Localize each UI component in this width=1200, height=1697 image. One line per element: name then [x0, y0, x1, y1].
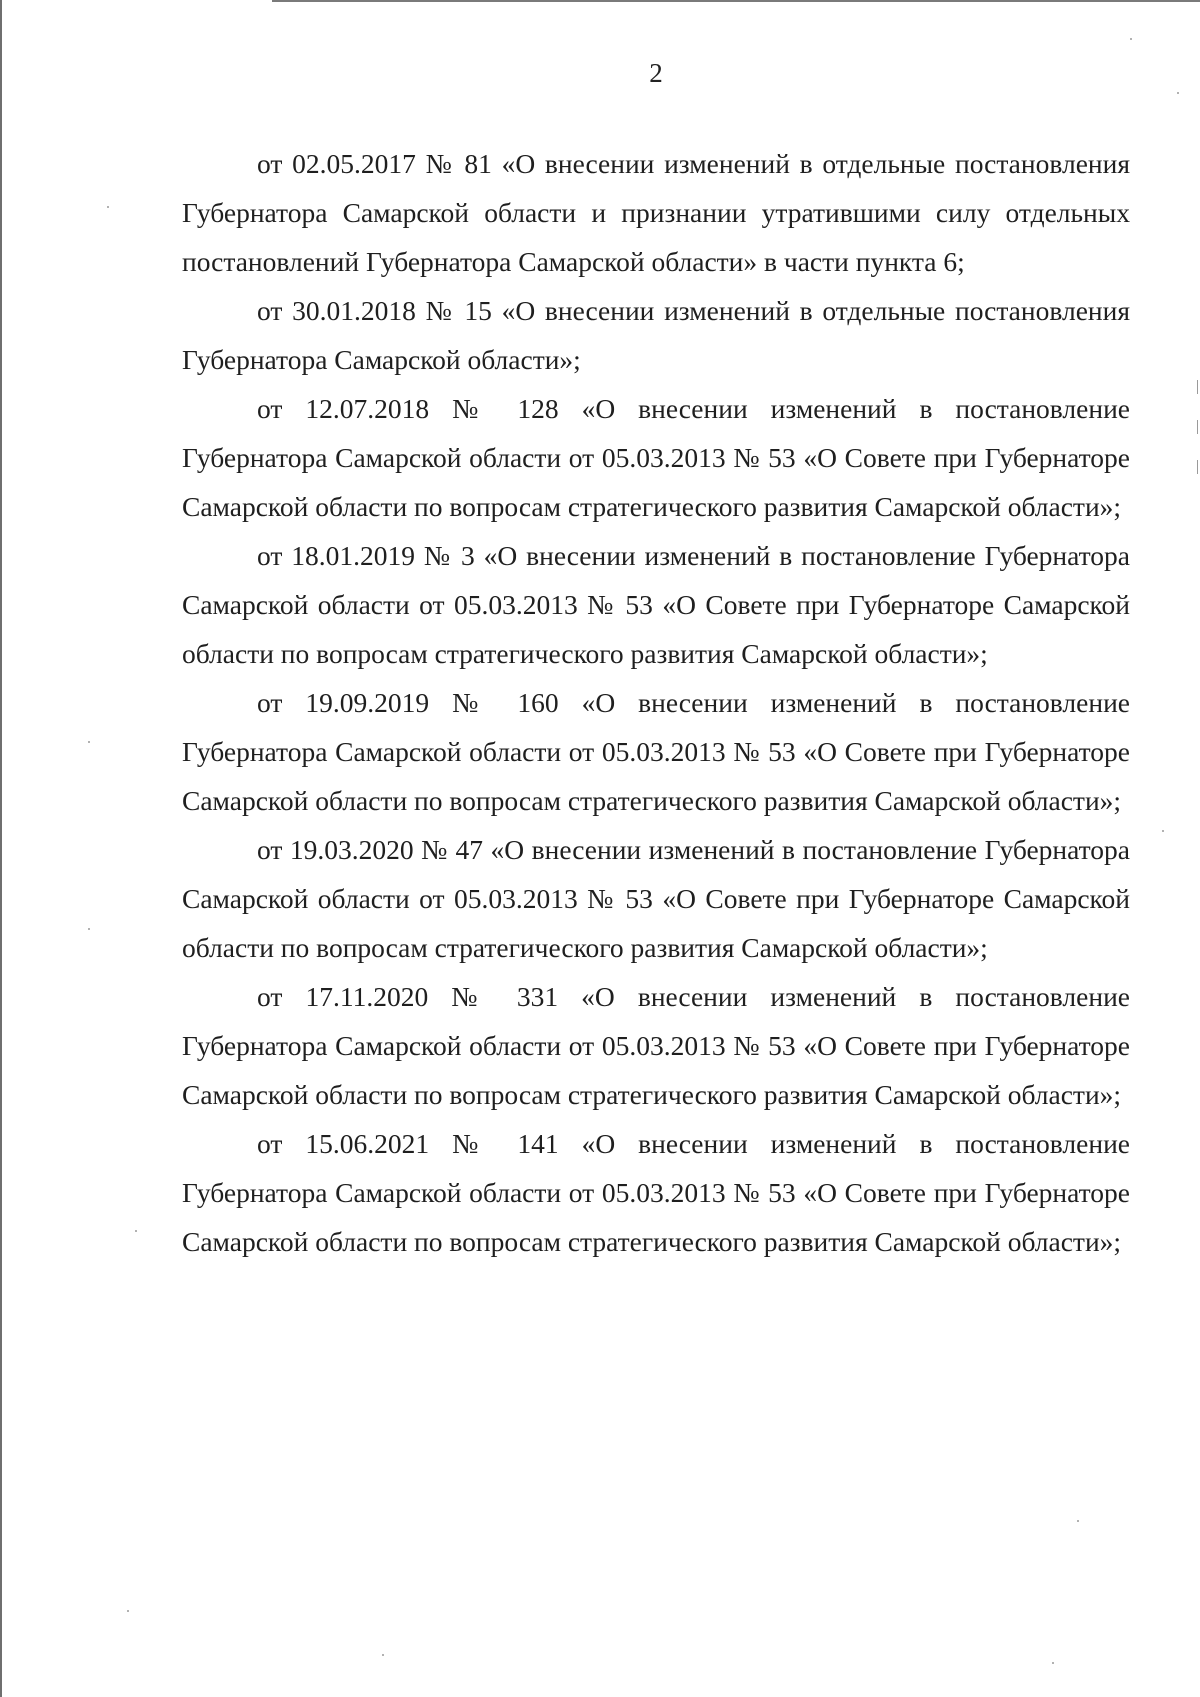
scan-speck — [107, 206, 109, 208]
scan-edge-mark — [1197, 460, 1198, 474]
list-item-resolution-2019-01-18: от 18.01.2019 № 3 «О внесении изменений в постановление Губернатора Самарской области от 05.03.2013 № 53 «О Совете при Губернаторе Самарской области по вопросам стратегического развития Самарской области»; — [182, 540, 1130, 669]
scan-speck — [1130, 38, 1132, 40]
scan-speck — [1052, 1662, 1054, 1664]
page-number: 2 — [649, 58, 663, 88]
scan-speck — [1162, 830, 1164, 832]
list-item-resolution-2018-01-30: от 30.01.2018 № 15 «О внесении изменений в отдельные постановления Губернатора Самарской области»; — [182, 295, 1130, 375]
scan-edge-mark — [1197, 420, 1198, 434]
scan-edge-mark — [1197, 380, 1198, 394]
list-item-resolution-2019-09-19: от 19.09.2019 № 160 «О внесении изменений в постановление Губернатора Самарской области от 05.03.2013 № 53 «О Совете при Губернаторе Самарской области по вопросам стратегического развития Самарской области»; — [182, 687, 1130, 816]
list-item-resolution-2020-11-17: от 17.11.2020 № 331 «О внесении изменений в постановление Губернатора Самарской области от 05.03.2013 № 53 «О Совете при Губернаторе Самарской области по вопросам стратегического развития Самарской области»; — [182, 981, 1130, 1110]
scan-speck — [88, 928, 90, 930]
scan-speck — [135, 1230, 137, 1232]
scan-speck — [88, 741, 90, 743]
scan-speck — [127, 1610, 129, 1612]
scan-speck — [1177, 92, 1179, 94]
top-border-line — [272, 0, 1200, 2]
list-item-resolution-2018-07-12: от 12.07.2018 № 128 «О внесении изменений в постановление Губернатора Самарской области от 05.03.2013 № 53 «О Совете при Губернаторе Самарской области по вопросам стратегического развития Самарской области»; — [182, 393, 1130, 522]
list-item-resolution-2021-06-15: от 15.06.2021 № 141 «О внесении изменений в постановление Губернатора Самарской области от 05.03.2013 № 53 «О Совете при Губернаторе Самарской области по вопросам стратегического развития Самарской области»; — [182, 1128, 1130, 1257]
list-item-resolution-2017-05-02: от 02.05.2017 № 81 «О внесении изменений в отдельные постановления Губернатора Самарской области и признании утратившими силу отдельных постановлений Губернатора Самарской области» в части пункта 6; — [182, 148, 1130, 277]
scan-speck — [382, 1654, 384, 1656]
document-body — [182, 139, 1130, 1266]
scan-speck — [1077, 1520, 1079, 1522]
list-item-resolution-2020-03-19: от 19.03.2020 № 47 «О внесении изменений в постановление Губернатора Самарской области от 05.03.2013 № 53 «О Совете при Губернаторе Самарской области по вопросам стратегического развития Самарской области»; — [182, 834, 1130, 963]
